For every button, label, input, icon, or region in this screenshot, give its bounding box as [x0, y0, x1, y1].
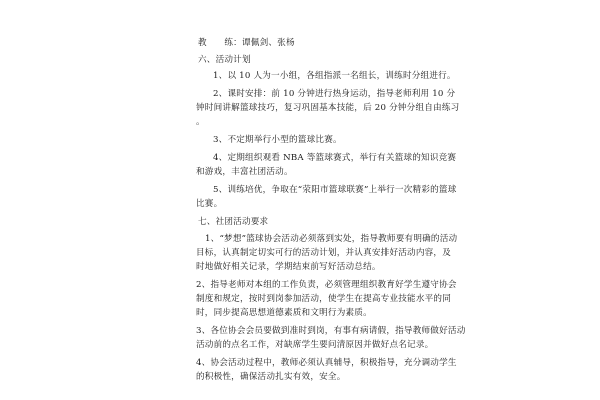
req-item-1-line-2: 目标，认真制定切实可行的活动计划，并认真安排好活动内容，及 [196, 248, 452, 258]
coach-line [198, 38, 295, 49]
plan-item-1-line-1: 1、以 10 人为一小组，各组指派一名组长，训练时分组进行。 [213, 71, 456, 81]
plan-item-5-line-2: 比赛。 [196, 199, 223, 209]
req-item-1-line-3: 时地做好相关记录，学期结束前写好活动总结。 [196, 262, 381, 272]
section-7-heading: 七、社团活动要求 [198, 217, 269, 227]
req-item-2-line-2: 制度和规定，按时到岗参加活动，使学生在提高专业技能水平的同 [196, 294, 452, 304]
req-item-3-line-1: 3、各位协会会员要做到准时到岗，有事有病请假，指导教师做好活动 [196, 326, 466, 336]
plan-item-5-line-1: 5、训练培优，争取在“荥阳市篮球联赛”上举行一次精彩的篮球 [213, 185, 457, 195]
req-item-3-line-2: 活动前的点名工作，对缺席学生要问清原因并做好点名记录。 [196, 340, 434, 350]
req-item-2-line-3: 时，同步提高思想道德素质和文明行为素质。 [196, 308, 372, 318]
plan-item-3-line-1: 3、不定期举行小型的篮球比赛。 [213, 135, 342, 145]
plan-item-2-line-1: 2、课时安排：前 10 分钟进行热身运动，指导老师利用 10 分 [213, 89, 456, 99]
req-item-4-line-2: 的积极性，确保活动扎实有效，安全。 [196, 372, 346, 382]
req-item-1-line-1: 1、“梦想”篮球协会活动必须落到实处，指导教师要有明确的活动 [205, 234, 458, 244]
plan-item-2-line-2: 钟时间讲解篮球技巧，复习巩固基本技能，后 20 分钟分组自由练习 [196, 103, 460, 113]
req-item-2-line-1: 2、指导老师对本组的工作负责，必须管理组织教育好学生遵守协会 [196, 280, 457, 290]
plan-item-2-line-3: 。 [196, 117, 205, 127]
coach-label: 教 练： [198, 38, 242, 48]
section-6-heading: 六、活动计划 [198, 55, 251, 65]
coach-names: 谭佩剑、张杨 [241, 38, 295, 48]
req-item-4-line-1: 4、协会活动过程中，教师必须认真辅导，积极指导，充分调动学生 [196, 358, 457, 368]
plan-item-4-line-2: 和游戏，丰富社团活动。 [196, 167, 293, 177]
plan-item-4-line-1: 4、定期组织观看 NBA 等篮球赛式，举行有关篮球的知识竞赛 [213, 153, 457, 163]
